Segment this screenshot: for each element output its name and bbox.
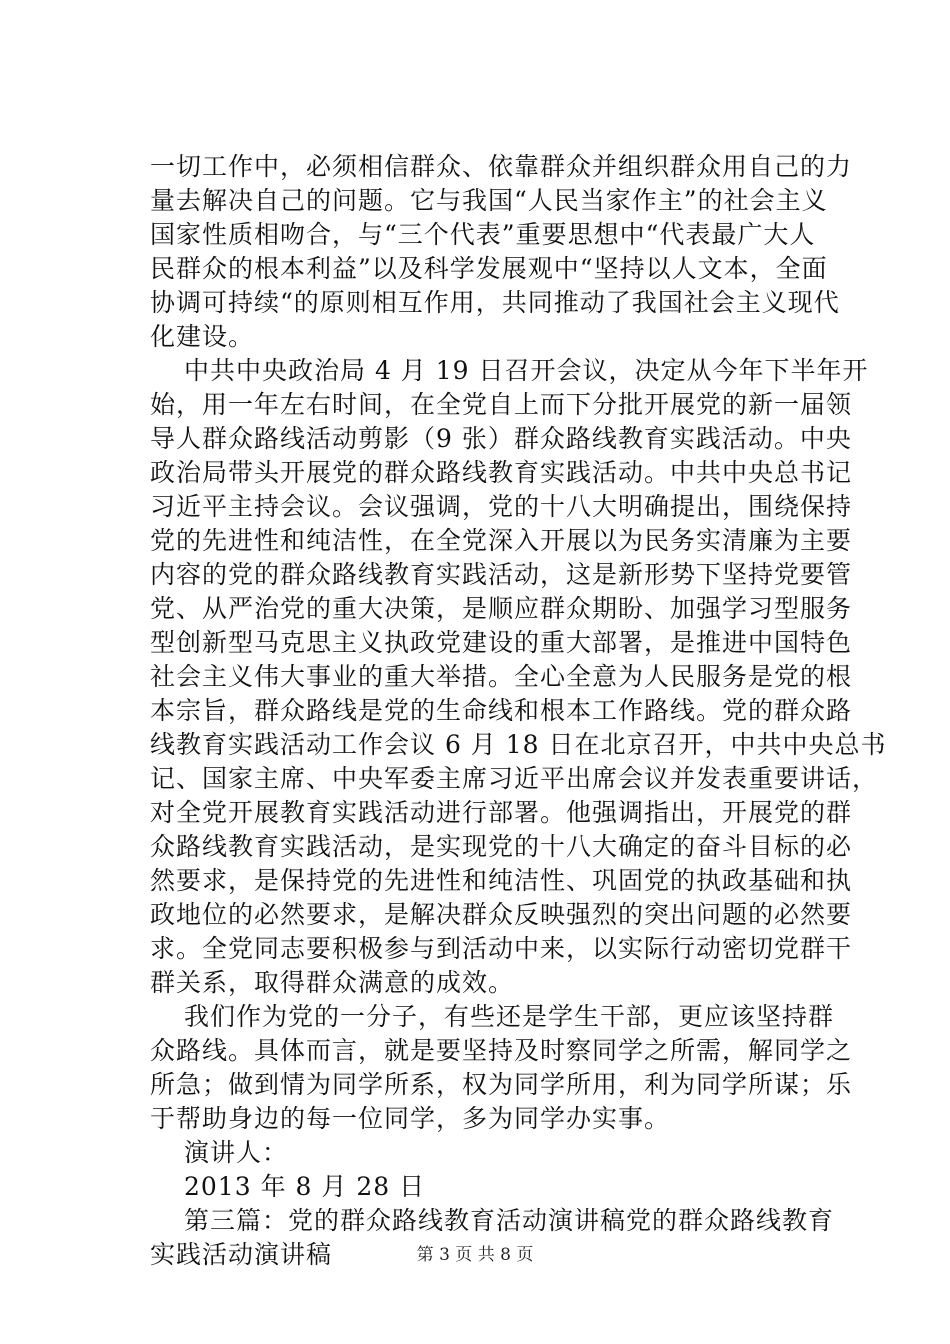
page-footer: 第 3 页 共 8 页 (416, 1245, 534, 1265)
text-line: 然要求，是保持党的先进性和纯洁性、巩固党的执政基础和执 (150, 866, 853, 895)
text-line: 线教育实践活动工作会议 6 月 18 日在北京召开，中共中央总书 (150, 730, 887, 759)
text-line: 求。全党同志要积极参与到活动中来，以实际行动密切党群干 (150, 934, 853, 963)
text-line: 一切工作中，必须相信群众、依靠群众并组织群众用自己的力 (150, 152, 853, 181)
document-body (150, 150, 887, 1272)
text-line-paragraph-start: 我们作为党的一分子，有些还是学生干部，更应该坚持群 (184, 1002, 835, 1031)
text-line: 记、国家主席、中央军委主席习近平出席会议并发表重要讲话， (150, 764, 879, 793)
text-line: 政地位的必然要求，是解决群众反映强烈的突出问题的必然要 (150, 900, 853, 929)
section-heading-line: 第三篇：党的群众路线教育活动演讲稿党的群众路线教育 (184, 1206, 835, 1235)
date-line: 2013 年 8 月 28 日 (184, 1172, 426, 1201)
text-line: 协调可持续“的原则相互作用，共同推动了我国社会主义现代 (150, 288, 840, 317)
text-line: 习近平主持会议。会议强调，党的十八大明确提出，围绕保持 (150, 492, 853, 521)
text-line: 社会主义伟大事业的重大举措。全心全意为人民服务是党的根 (150, 662, 853, 691)
text-line: 对全党开展教育实践活动进行部署。他强调指出，开展党的群 (150, 798, 853, 827)
text-line: 于帮助身边的每一位同学，多为同学办实事。 (150, 1104, 671, 1133)
text-line: 群关系，取得群众满意的成效。 (150, 968, 515, 997)
text-line: 国家性质相吻合，与“三个代表”重要思想中“代表最广大人 (150, 220, 816, 249)
text-line: 型创新型马克思主义执政党建设的重大部署，是推进中国特色 (150, 628, 853, 657)
section-heading-line: 实践活动演讲稿 (150, 1240, 333, 1269)
text-line: 导人群众路线活动剪影（9 张）群众路线教育实践活动。中央 (150, 424, 852, 453)
text-line: 政治局带头开展党的群众路线教育实践活动。中共中央总书记 (150, 458, 853, 487)
text-line: 始，用一年左右时间，在全党自上而下分批开展党的新一届领 (150, 390, 853, 419)
text-line: 党、从严治党的重大决策，是顺应群众期盼、加强学习型服务 (150, 594, 853, 623)
text-line: 所急；做到情为同学所系，权为同学所用，利为同学所谋；乐 (150, 1070, 853, 1099)
text-line: 量去解决自己的问题。它与我国“人民当家作主”的社会主义 (150, 186, 828, 215)
text-line: 本宗旨，群众路线是党的生命线和根本工作路线。党的群众路 (150, 696, 853, 725)
text-line: 众路线教育实践活动，是实现党的十八大确定的奋斗目标的必 (150, 832, 853, 861)
text-line: 内容的党的群众路线教育实践活动，这是新形势下坚持党要管 (150, 560, 853, 589)
text-line: 党的先进性和纯洁性，在全党深入开展以为民务实清廉为主要 (150, 526, 853, 555)
text-line: 化建设。 (150, 322, 255, 351)
text-line: 民群众的根本利益”以及科学发展观中“坚持以人文本，全面 (150, 254, 828, 283)
text-line-paragraph-start: 中共中央政治局 4 月 19 日召开会议，决定从今年下半年开 (184, 356, 869, 385)
text-line: 众路线。具体而言，就是要坚持及时察同学之所需，解同学之 (150, 1036, 853, 1065)
speaker-line: 演讲人： (184, 1138, 289, 1167)
